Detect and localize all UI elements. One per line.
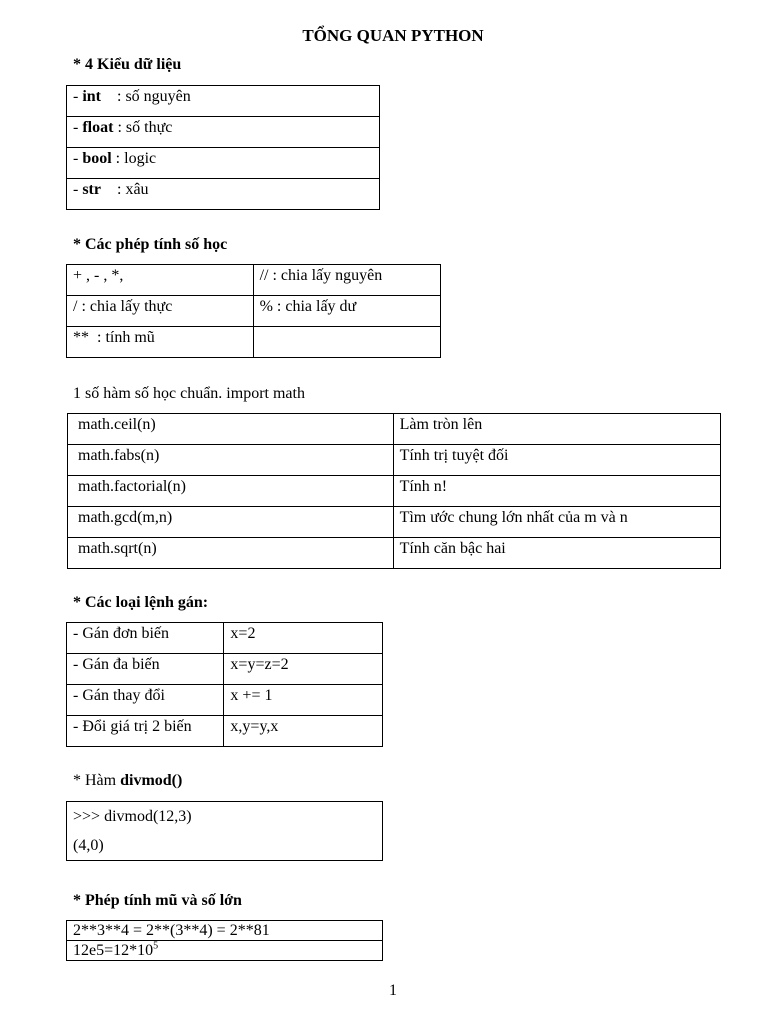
math-funcs-heading: 1 số hàm số học chuẩn. import math xyxy=(73,385,305,402)
table-cell: - Gán đơn biến xyxy=(67,623,224,654)
data-type-cell: - int : số nguyên xyxy=(67,86,380,117)
table-row xyxy=(67,327,441,358)
math-funcs-table xyxy=(67,413,721,569)
table-cell: x=y=z=2 xyxy=(224,654,383,685)
code-line: >>> divmod(12,3) xyxy=(73,808,192,825)
divmod-box xyxy=(66,801,383,861)
table-cell: 2**3**4 = 2**(3**4) = 2**81 xyxy=(67,921,383,941)
table-cell: $12e5=12*10^5$ xyxy=(67,941,383,961)
table-cell: - Gán thay đổi xyxy=(67,685,224,716)
table-row xyxy=(68,445,721,476)
table-row xyxy=(67,623,383,654)
assignments-heading: * Các loại lệnh gán: xyxy=(73,594,209,611)
data-type-cell: - bool : logic xyxy=(67,148,380,179)
table-cell xyxy=(253,327,440,358)
table-row xyxy=(67,265,441,296)
page-title: TỔNG QUAN PYTHON xyxy=(302,26,484,45)
table-row xyxy=(67,296,441,327)
table-cell: x=2 xyxy=(224,623,383,654)
table-cell: x += 1 xyxy=(224,685,383,716)
table-cell: ** : tính mũ xyxy=(67,327,254,358)
code-line: (4,0) xyxy=(73,837,104,854)
table-cell: % : chia lấy dư xyxy=(253,296,440,327)
table-cell: + , - , *, xyxy=(67,265,254,296)
table-cell: math.ceil(n) xyxy=(68,414,394,445)
table-cell: // : chia lấy nguyên xyxy=(253,265,440,296)
divmod-heading: * Hàm divmod() xyxy=(73,772,183,789)
table-row xyxy=(67,148,380,179)
table-row xyxy=(67,86,380,117)
table-row xyxy=(67,716,383,747)
power-table xyxy=(66,920,383,961)
table-cell: Tính căn bậc hai xyxy=(393,538,720,569)
data-types-heading: * 4 Kiểu dữ liệu xyxy=(73,56,182,73)
table-row xyxy=(67,654,383,685)
table-row xyxy=(67,921,383,941)
table-row xyxy=(68,507,721,538)
table-row xyxy=(68,538,721,569)
table-row xyxy=(67,179,380,210)
table-row xyxy=(67,117,380,148)
table-cell: math.fabs(n) xyxy=(68,445,394,476)
data-types-table xyxy=(66,85,380,210)
table-cell: x,y=y,x xyxy=(224,716,383,747)
table-cell: Làm tròn lên xyxy=(393,414,720,445)
assignments-table xyxy=(66,622,383,747)
table-cell: - Đổi giá trị 2 biến xyxy=(67,716,224,747)
table-row xyxy=(68,476,721,507)
table-cell: / : chia lấy thực xyxy=(67,296,254,327)
table-row xyxy=(67,941,383,961)
data-type-cell: - str : xâu xyxy=(67,179,380,210)
exponent: 5 xyxy=(153,940,159,952)
table-row xyxy=(67,802,383,861)
table-cell: - Gán đa biến xyxy=(67,654,224,685)
table-cell: math.gcd(m,n) xyxy=(68,507,394,538)
table-cell: math.factorial(n) xyxy=(68,476,394,507)
table-cell: Tính n! xyxy=(393,476,720,507)
table-cell: Tìm ước chung lớn nhất của m và n xyxy=(393,507,720,538)
power-heading: * Phép tính mũ và số lớn xyxy=(73,892,242,909)
table-cell: Tính trị tuyệt đối xyxy=(393,445,720,476)
page-number: 1 xyxy=(389,982,397,999)
arithmetic-heading: * Các phép tính số học xyxy=(73,236,228,253)
table-row xyxy=(68,414,721,445)
arithmetic-table xyxy=(66,264,441,358)
table-cell: math.sqrt(n) xyxy=(68,538,394,569)
data-type-cell: - float : số thực xyxy=(67,117,380,148)
table-row xyxy=(67,685,383,716)
code-block xyxy=(67,802,383,861)
